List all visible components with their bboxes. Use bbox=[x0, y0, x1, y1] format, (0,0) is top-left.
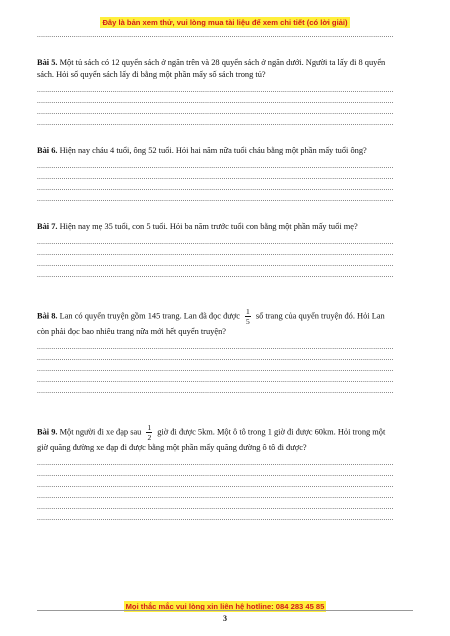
fraction-denominator: 2 bbox=[147, 433, 152, 442]
problem-6 bbox=[37, 145, 393, 205]
answer-line bbox=[37, 248, 393, 259]
answer-line bbox=[37, 491, 393, 502]
fraction-numerator: 1 bbox=[147, 423, 152, 432]
problem-text: Lan có quyển truyện gồm 145 trang. Lan đã đọc được bbox=[59, 311, 240, 321]
problem-label: Bài 7. bbox=[37, 222, 58, 231]
answer-line bbox=[37, 513, 393, 524]
answer-line bbox=[37, 85, 393, 96]
answer-line bbox=[37, 458, 393, 469]
problem-label: Bài 6. bbox=[37, 146, 58, 155]
problem-text: Hiện nay cháu 4 tuổi, ông 52 tuổi. Hỏi hai năm nữa tuổi cháu bằng một phần mấy tuổi ông? bbox=[59, 146, 367, 155]
problem-text: Một tủ sách có 12 quyển sách ở ngăn trên và 28 quyển sách ở ngăn dưới. Người ta lấy đi 8 quyển sách. Hỏi số quyển sách lấy đi bằng một phần mấy số sách trong tủ? bbox=[37, 58, 386, 79]
problem-7 bbox=[37, 221, 393, 281]
problem-text: Một người đi xe đạp sau bbox=[59, 427, 142, 437]
answer-line bbox=[37, 161, 393, 172]
answer-line bbox=[37, 270, 393, 281]
preview-notice-banner bbox=[0, 12, 450, 30]
answer-line bbox=[37, 30, 393, 41]
problem-text: Hiện nay mẹ 35 tuổi, con 5 tuổi. Hỏi ba năm trước tuổi con bằng một phần mấy tuổi mẹ? bbox=[59, 222, 358, 231]
fraction bbox=[146, 423, 152, 442]
preview-notice-text: Đây là bản xem thử, vui lòng mua tài liệu để xem chi tiết (có lời giải) bbox=[102, 18, 348, 27]
problem-9 bbox=[37, 423, 393, 524]
page-number: 3 bbox=[223, 614, 227, 623]
answer-line bbox=[37, 107, 393, 118]
answer-line bbox=[37, 118, 393, 129]
answer-line bbox=[37, 259, 393, 270]
answer-line bbox=[37, 386, 393, 397]
problem-8 bbox=[37, 307, 393, 397]
answer-line bbox=[37, 237, 393, 248]
problem-label: Bài 9. bbox=[37, 427, 58, 437]
problem-text: số trang của quyển truyện đó. Hỏi Lan còn phải đọc bao nhiêu trang nữa mới hết quyển truyện? bbox=[37, 311, 385, 336]
answer-line bbox=[37, 502, 393, 513]
footer-divider bbox=[37, 610, 413, 611]
answer-line bbox=[37, 342, 393, 353]
answer-line bbox=[37, 194, 393, 205]
problem-label: Bài 5. bbox=[37, 58, 58, 67]
problem-label: Bài 8. bbox=[37, 311, 58, 321]
answer-line bbox=[37, 353, 393, 364]
hotline-text: Mọi thắc mắc vui lòng xin liên hệ hotline: 084 283 45 85 bbox=[125, 602, 325, 611]
answer-line bbox=[37, 172, 393, 183]
problem-5 bbox=[37, 57, 393, 129]
hotline-banner bbox=[0, 596, 450, 614]
fraction-denominator: 5 bbox=[246, 317, 250, 326]
problem-text: giờ đi được 5km. Một ô tô trong 1 giờ đi được 60km. Hỏi trong một giờ quãng đường xe đạp đi được bằng một phần mấy quãng đường ô tô đi được? bbox=[37, 427, 386, 452]
fraction bbox=[245, 307, 251, 326]
fraction-numerator: 1 bbox=[246, 307, 250, 316]
answer-line bbox=[37, 183, 393, 194]
answer-line bbox=[37, 469, 393, 480]
answer-line bbox=[37, 480, 393, 491]
worksheet-content bbox=[37, 30, 393, 524]
answer-line bbox=[37, 96, 393, 107]
answer-line bbox=[37, 375, 393, 386]
answer-line bbox=[37, 364, 393, 375]
